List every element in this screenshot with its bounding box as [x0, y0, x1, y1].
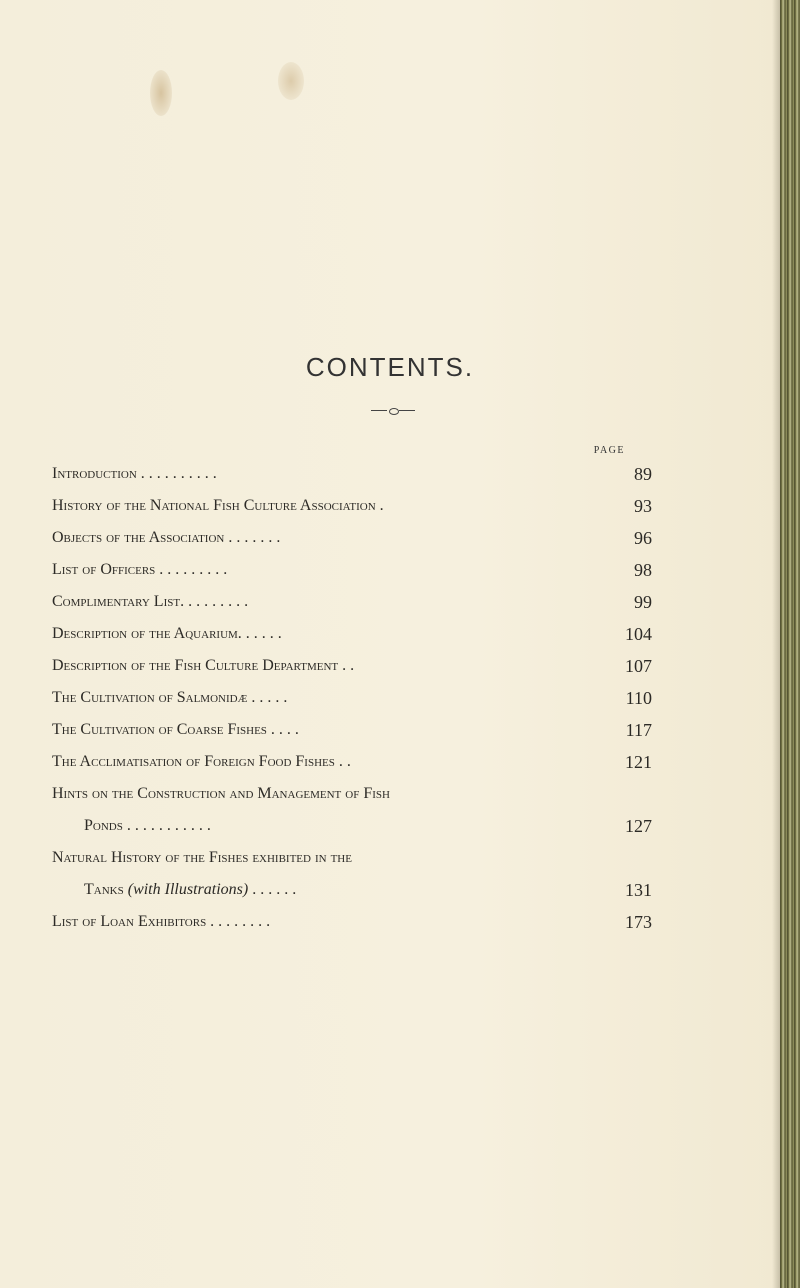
toc-entry-title: Ponds . . . . . . . . . . . [84, 817, 211, 834]
toc-page-number: 98 [634, 560, 652, 580]
toc-row [52, 458, 652, 490]
toc-entry-title: Tanks (with Illustrations) . . . . . . [84, 881, 297, 898]
toc-page-number: 99 [634, 592, 652, 612]
page-column-label: PAGE [593, 445, 625, 456]
toc-entry-title: Introduction . . . . . . . . . . [52, 465, 217, 482]
toc-entry-title: Description of the Aquarium. . . . . . [52, 625, 282, 642]
toc-entry-title: Description of the Fish Culture Department . . [52, 657, 355, 674]
table-of-contents [52, 458, 652, 938]
toc-row [52, 842, 652, 874]
toc-row [52, 714, 652, 746]
toc-entry-title: The Cultivation of Salmonidæ . . . . . [52, 689, 288, 706]
toc-page-number: 89 [634, 464, 652, 484]
toc-row [52, 586, 652, 618]
toc-entry-title: List of Loan Exhibitors . . . . . . . . [52, 913, 271, 930]
paper-stain [278, 62, 304, 100]
toc-row [52, 874, 652, 906]
book-spine-edge [780, 0, 800, 1288]
toc-page-number: 131 [625, 880, 652, 900]
toc-row [52, 906, 652, 938]
toc-entry-title: The Acclimatisation of Foreign Food Fishes . . [52, 753, 351, 770]
toc-entry-title: Objects of the Association . . . . . . . [52, 529, 281, 546]
toc-entry-title: Natural History of the Fishes exhibited in the [52, 849, 352, 866]
toc-row [52, 746, 652, 778]
toc-page-number: 110 [625, 688, 652, 708]
toc-row [52, 618, 652, 650]
page-title: CONTENTS. [305, 352, 475, 382]
toc-page-number: 127 [625, 816, 652, 836]
toc-row [52, 490, 652, 522]
toc-page-number: 93 [634, 496, 652, 516]
toc-page-number: 96 [634, 528, 652, 548]
toc-entry-italic-note: (with Illustrations) [127, 881, 249, 898]
toc-page-number: 173 [625, 912, 652, 932]
toc-row [52, 650, 652, 682]
toc-entry-title: History of the National Fish Culture Association . [52, 497, 384, 514]
divider-ornament [371, 408, 415, 414]
toc-page-number: 107 [625, 656, 652, 676]
toc-row [52, 522, 652, 554]
toc-row [52, 810, 652, 842]
toc-entry-title: List of Officers . . . . . . . . . [52, 561, 228, 578]
toc-row [52, 554, 652, 586]
paper-stain [150, 70, 172, 116]
toc-row [52, 778, 652, 810]
toc-page-number: 104 [625, 624, 652, 644]
toc-entry-title: The Cultivation of Coarse Fishes . . . . [52, 721, 299, 738]
toc-entry-title: Complimentary List. . . . . . . . . [52, 593, 249, 610]
toc-page-number: 121 [625, 752, 652, 772]
toc-entry-title: Hints on the Construction and Management of Fish [52, 785, 390, 802]
toc-row [52, 682, 652, 714]
toc-page-number: 117 [625, 720, 652, 740]
